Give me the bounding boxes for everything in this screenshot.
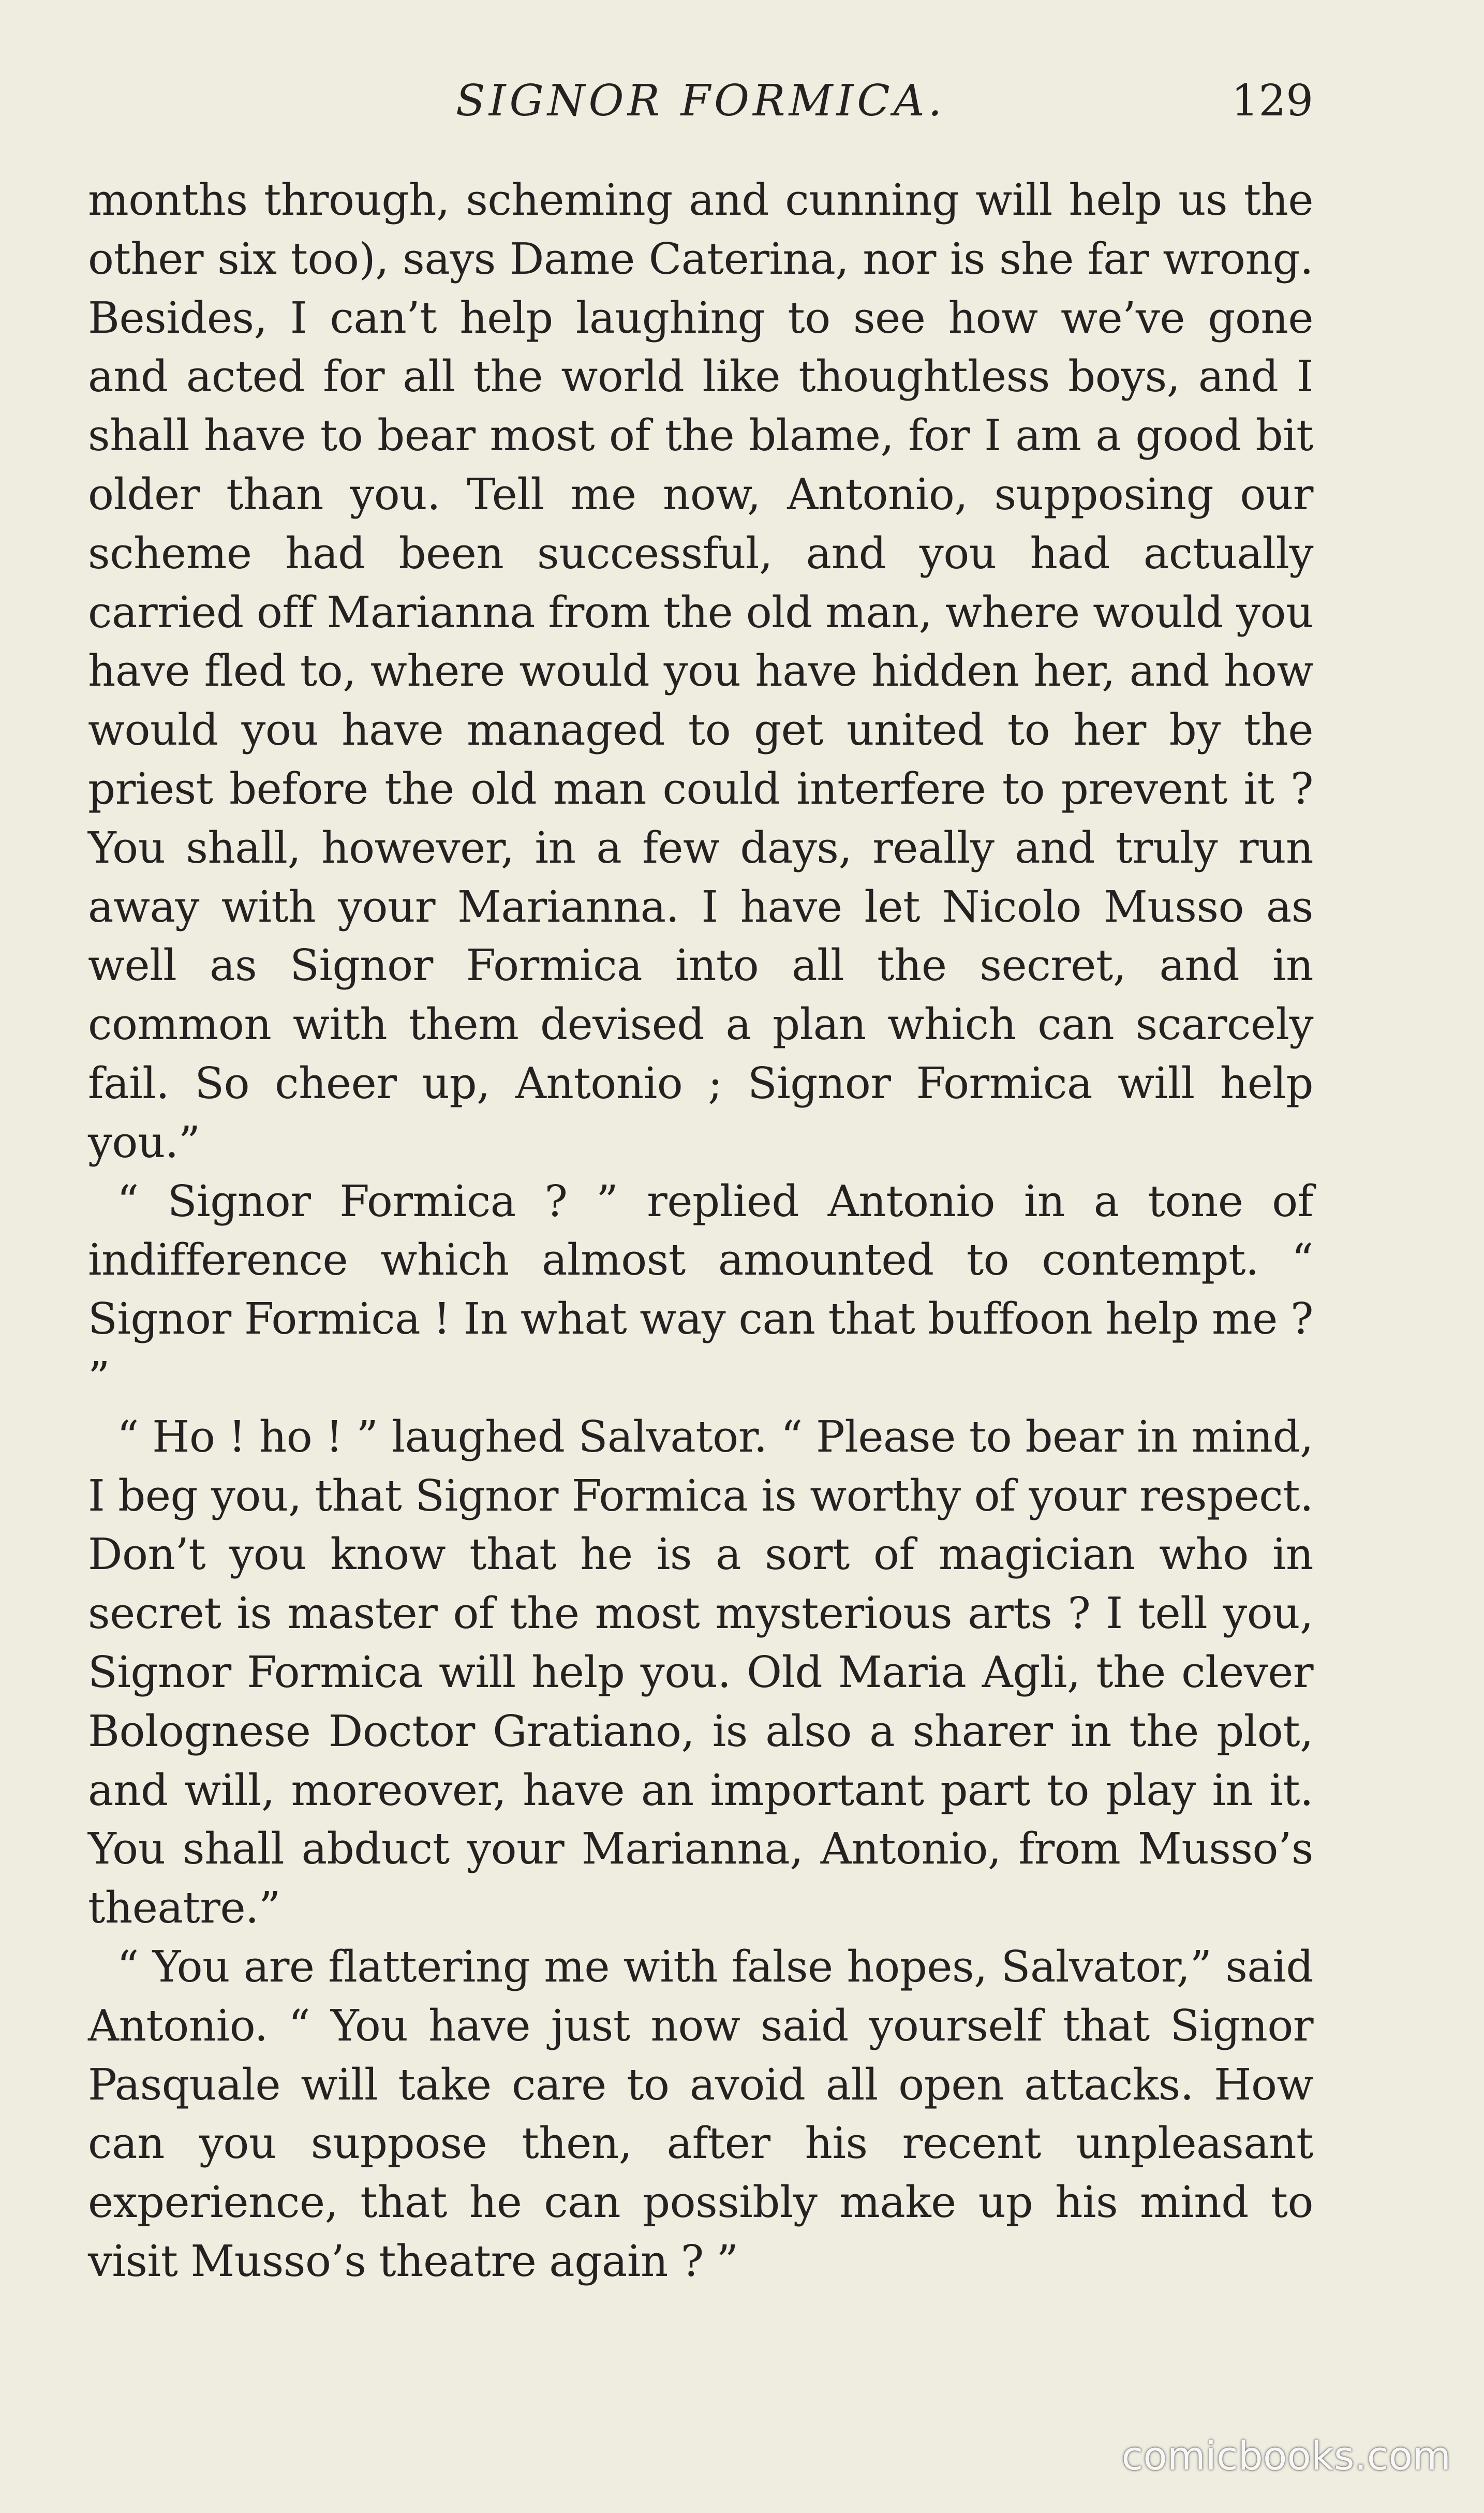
watermark-text: comicbooks.com bbox=[1121, 2433, 1451, 2479]
paragraph-2: “ Signor Formica ? ” replied Antonio in a tone of indifference which almost amounted to contempt. “ Signor Formica ! In what way can that buffoon help me ? ” bbox=[88, 1176, 1313, 1403]
paragraph-3: “ Ho ! ho ! ” laughed Salvator. “ Please to bear in mind, I beg you, that Signor Formica is worthy of your respect. Don’t you know that he is a sort of magician who in secret is master of the most mysterious arts ? I tell you, Signor Formica will help you. Old Maria Agli, the clever Bolognese Doctor Gratiano, is also a sharer in the plot, and will, moreover, have an important part to play in it. You shall abduct your Marianna, Antonio, from Musso’s theatre.” bbox=[88, 1411, 1313, 1933]
body-text bbox=[88, 171, 1313, 2291]
paragraph-4: “ You are flattering me with false hopes, Salvator,” said Antonio. “ You have just now said yourself that Signor Pasquale will take care to avoid all open attacks. How can you suppose then, after his recent unpleasant experience, that he can possibly make up his mind to visit Musso’s theatre again ? ” bbox=[88, 1941, 1313, 2286]
paragraph-1: months through, scheming and cunning will help us the other six too), says Dame Caterina, nor is she far wrong. Besides, I can’t help laughing to see how we’ve gone and acted for all the world like thoughtless boys, and I shall have to bear most of the blame, for I am a good bit older than you. Tell me now, Antonio, supposing our scheme had been successful, and you had actually carried off Marianna from the old man, where would you have fled to, where would you have hidden her, and how would you have managed to get united to her by the priest before the old man could interfere to prevent it ? You shall, however, in a few days, really and truly run away with your Marianna. I have let Nicolo Musso as well as Signor Formica into all the secret, and in common with them devised a plan which can scarcely fail. So cheer up, Antonio ; Signor Formica will help you.” bbox=[88, 175, 1313, 1167]
page-number: 129 bbox=[1231, 76, 1313, 126]
running-header bbox=[88, 72, 1313, 129]
running-title: SIGNOR FORMICA. bbox=[455, 76, 946, 126]
